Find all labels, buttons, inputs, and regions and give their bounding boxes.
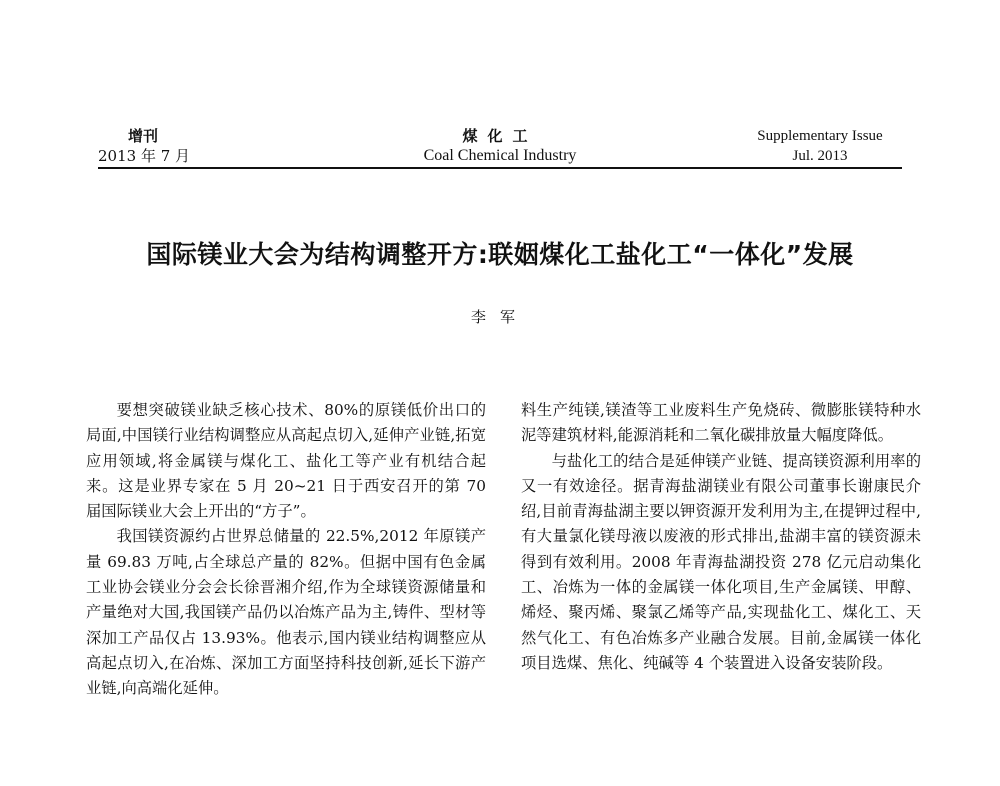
body-paragraph-continued: 料生产纯镁,镁渣等工业废料生产免烧砖、微膨胀镁特种水泥等建筑材料,能源消耗和二氧化碳排放量大幅度降低。	[521, 401, 921, 445]
body-paragraph: 要想突破镁业缺乏核心技术、80%的原镁低价出口的局面,中国镁行业结构调整应从高起点切入,延伸产业链,拓宽应用领域,将金属镁与煤化工、盐化工等产业有机结合起来。这是业界专家在 5 月 20~21 日于西安召开的第 70 届国际镁业大会上开出的“方子”。	[86, 401, 486, 521]
header-right	[740, 126, 900, 166]
issue-label-en: Supplementary Issue	[757, 128, 883, 144]
header-left	[98, 126, 218, 166]
journal-name-cn: 煤化工	[462, 127, 538, 145]
article-title: 国际镁业大会为结构调整开方:联姻煤化工盐化工“一体化”发展	[146, 240, 854, 269]
article-author: 李军	[470, 308, 529, 326]
body-column-right	[521, 398, 921, 676]
header-divider	[98, 167, 902, 169]
body-paragraph: 我国镁资源约占世界总储量的 22.5%,2012 年原镁产量 69.83 万吨,占全球总产量的 82%。但据中国有色金属工业协会镁业分会会长徐晋湘介绍,作为全球镁资源储量和产量绝对大国,我国镁产品仍以冶炼产品为主,铸件、型材等深加工产品仅占 13.93%。他表示,国内镁业结构调整应从高起点切入,在冶炼、深加工方面坚持科技创新,延长下游产业链,向高端化延伸。	[86, 527, 486, 698]
issue-date-cn: 2013 年 7 月	[98, 147, 191, 165]
body-column-left	[86, 398, 486, 702]
issue-date-en: Jul. 2013	[792, 148, 848, 164]
issue-label-cn: 增刊	[128, 127, 159, 145]
journal-name-en: Coal Chemical Industry	[423, 147, 577, 164]
body-paragraph: 与盐化工的结合是延伸镁产业链、提高镁资源利用率的又一有效途径。据青海盐湖镁业有限公司董事长谢康民介绍,目前青海盐湖主要以钾资源开发利用为主,在提钾过程中,有大量氯化镁母液以废液的形式排出,盐湖丰富的镁资源未得到有效利用。2008 年青海盐湖投资 278 亿元启动集化工、冶炼为一体的金属镁一体化项目,生产金属镁、甲醇、烯烃、聚丙烯、聚氯乙烯等产品,实现盐化工、煤化工、天然气化工、有色冶炼多产业融合发展。目前,金属镁一体化项目选煤、焦化、纯碱等 4 个装置进入设备安装阶段。	[521, 451, 921, 672]
header-center	[400, 126, 600, 166]
